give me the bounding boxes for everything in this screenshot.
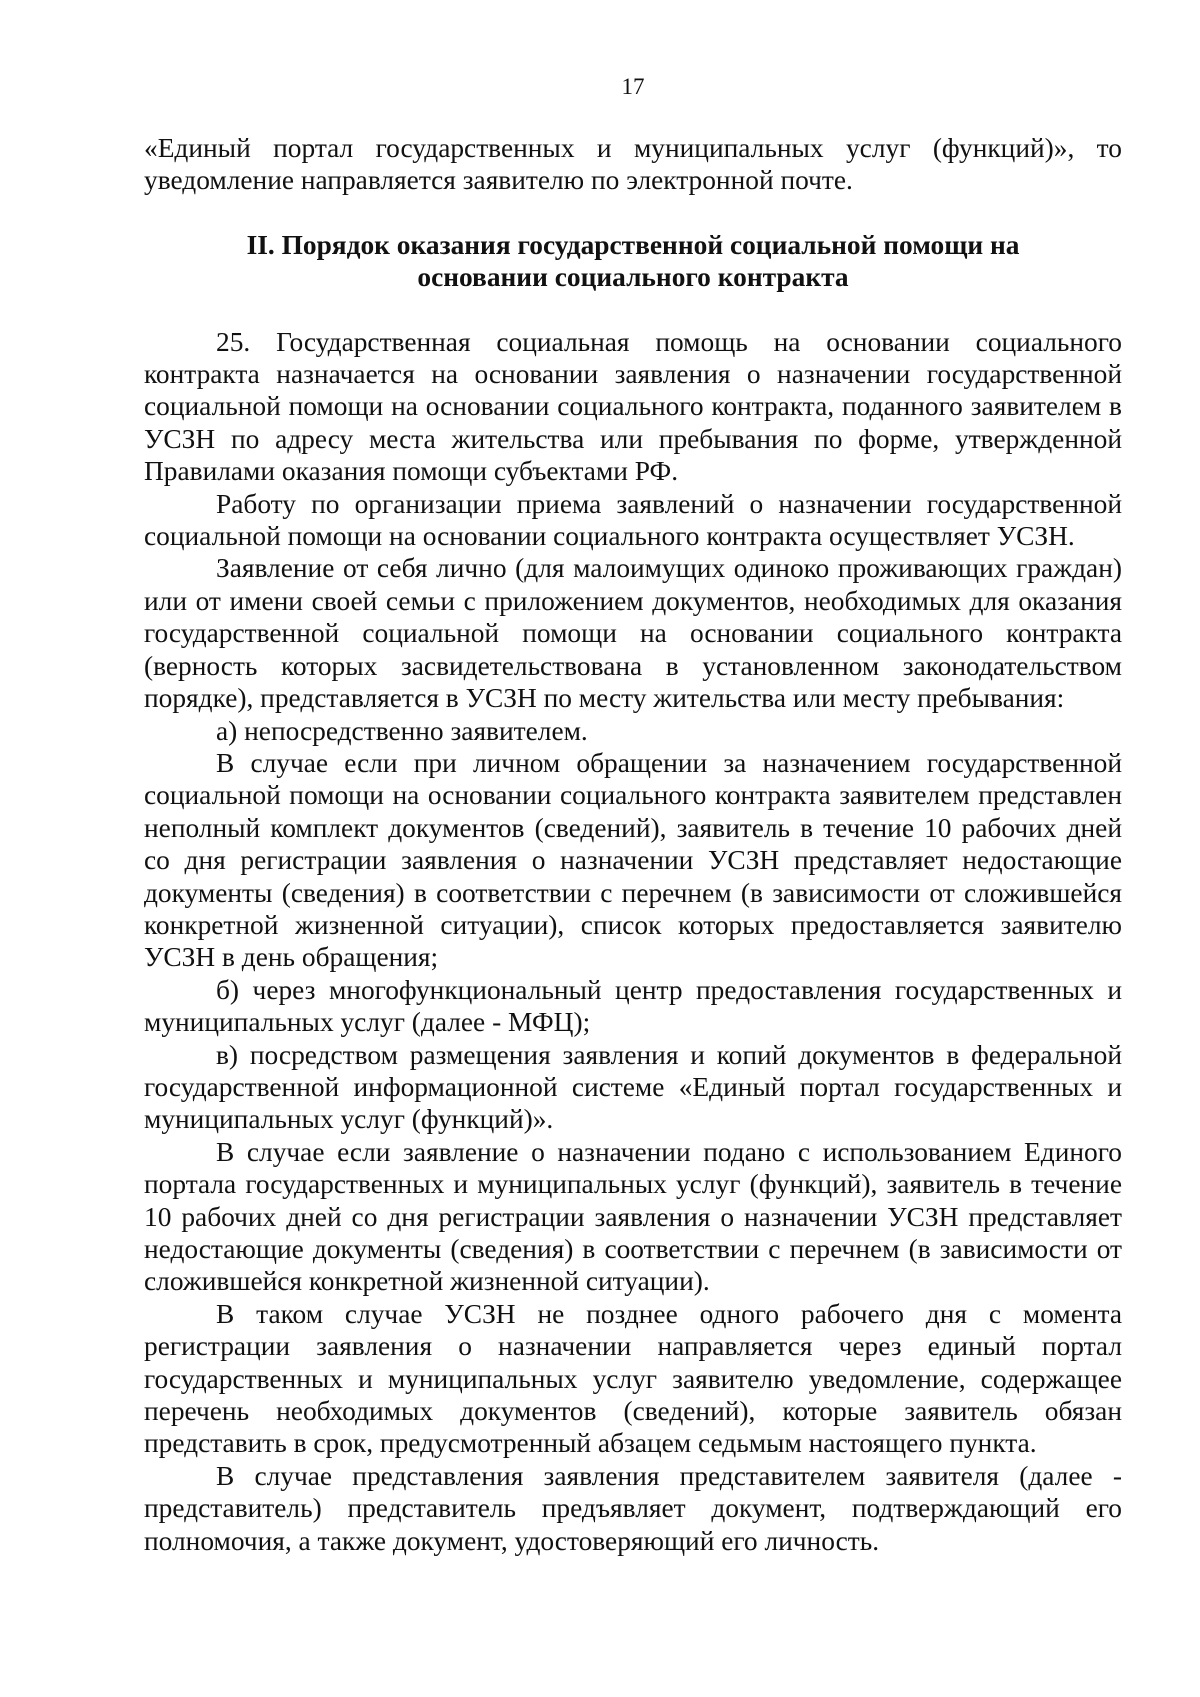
section-heading-line-2: основании социального контракта [417, 262, 849, 293]
paragraph-reception-work: Работу по организации приема заявлений о назначении государственной социальной помощи на основании социального контракта осуществляет УСЗН. [144, 488, 1122, 552]
paragraph-representative: В случае представления заявления представителем заявителя (далее - представитель) представитель предъявляет документ, подтверждающий его полномочия, а также документ, удостоверяющий его личность. [144, 1460, 1122, 1556]
section-heading [144, 229, 1122, 294]
list-item-b: б) через многофункциональный центр предоставления государственных и муниципальных услуг (далее - МФЦ); [144, 974, 1122, 1038]
list-item-a: а) непосредственно заявителем. [216, 715, 588, 746]
paragraph-incomplete-documents: В случае если при личном обращении за назначением государственной социальной помощи на основании социального контракта заявителем представлен неполный комплект документов (сведений), заявитель в течение 10 рабочих дней со дня регистрации заявления о назначении УСЗН представляет недостающие документы (сведения) в соответствии с перечнем (в зависимости от сложившейся конкретной жизненной ситуации), список которых предоставляется заявителю УСЗН в день обращения; [144, 747, 1122, 973]
paragraph-application-submission: Заявление от себя лично (для малоимущих одиноко проживающих граждан) или от имени своей семьи с приложением документов, необходимых для оказания государственной социальной помощи на основании социального контракта (верность которых засвидетельствована в установленном законодательством порядке), представляется в УСЗН по месту жительства или месту пребывания: [144, 553, 1122, 714]
page-number: 17 [621, 74, 645, 99]
lead-paragraph: «Единый портал государственных и муниципальных услуг (функций)», то уведомление направляется заявителю по электронной почте. [144, 133, 1122, 196]
paragraph-notification: В таком случае УСЗН не позднее одного рабочего дня с момента регистрации заявления о назначении направляется через единый портал государственных и муниципальных услуг заявителю уведомление, содержащее перечень необходимых документов (сведений), которые заявитель обязан представить в срок, предусмотренный абзацем седьмым настоящего пункта. [144, 1298, 1122, 1459]
section-heading-line-1: II. Порядок оказания государственной социальной помощи на [246, 229, 1020, 260]
paragraph-portal-submission: В случае если заявление о назначении подано с использованием Единого портала государственных и муниципальных услуг (функций), заявитель в течение 10 рабочих дней со дня регистрации заявления о назначении УСЗН представляет недостающие документы (сведения) в соответствии с перечнем (в зависимости от сложившейся конкретной жизненной ситуации). [144, 1136, 1122, 1297]
paragraph-25: 25. Государственная социальная помощь на основании социального контракта назначается на основании заявления о назначении государственной социальной помощи на основании социального контракта, поданного заявителем в УСЗН по адресу места жительства или пребывания по форме, утвержденной Правилами оказания помощи субъектами РФ. [144, 326, 1122, 487]
list-item-v: в) посредством размещения заявления и копий документов в федеральной государственной информационной системе «Единый портал государственных и муниципальных услуг (функций)». [144, 1039, 1122, 1135]
document-body [144, 132, 1122, 1557]
